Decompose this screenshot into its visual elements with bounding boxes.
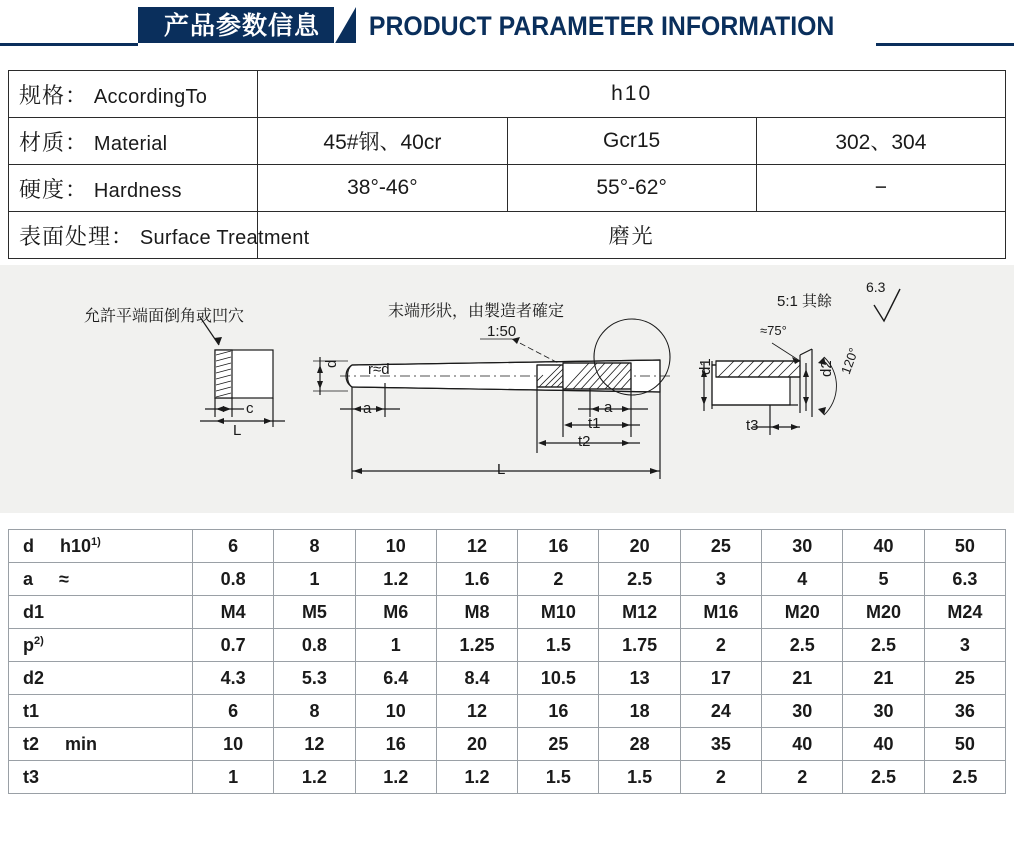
dim-cell: M10 <box>518 596 599 629</box>
dim-cell: 2.5 <box>599 563 680 596</box>
spec-value-0-0: h10 <box>258 71 1006 118</box>
dim-cell: 1 <box>193 761 274 794</box>
technical-drawing <box>0 265 1014 513</box>
dim-row-note-sup: 2) <box>34 634 44 647</box>
spec-label-en-2: Hardness <box>93 179 182 202</box>
annotation-t3: t3 <box>746 417 759 434</box>
dim-cell: 50 <box>924 728 1005 761</box>
annotation-a-right: a <box>604 399 613 416</box>
dim-cell: 1.2 <box>274 761 355 794</box>
header-title-group <box>138 7 876 45</box>
dim-row-name: a <box>23 568 34 589</box>
dim-cell: 35 <box>680 728 761 761</box>
dim-cell: 5.3 <box>274 662 355 695</box>
dim-cell: M24 <box>924 596 1005 629</box>
dim-cell: M16 <box>680 596 761 629</box>
dim-cell: 36 <box>924 695 1005 728</box>
dim-cell: 1.5 <box>518 761 599 794</box>
dim-row-note: h10 <box>60 535 92 556</box>
dim-cell: 10 <box>193 728 274 761</box>
dim-cell: 16 <box>518 695 599 728</box>
dim-cell: 8 <box>274 695 355 728</box>
table-row <box>9 662 1006 695</box>
dim-cell: 4 <box>762 563 843 596</box>
spec-value-2-0: 38°-46° <box>258 165 507 212</box>
header-title-en: PRODUCT PARAMETER INFORMATION <box>368 10 835 41</box>
dim-row-note: min <box>65 733 98 754</box>
dim-cell: 1 <box>355 629 436 662</box>
annotation-angle-120: 120° <box>838 345 862 377</box>
table-row <box>9 165 1006 212</box>
spec-row-label-3 <box>9 212 310 259</box>
annotation-d1: d1 <box>697 358 714 375</box>
annotation-a-left: a <box>363 400 372 417</box>
dim-cell: 2 <box>680 629 761 662</box>
spec-value-2-1: 55°-62° <box>507 165 756 212</box>
dim-cell: 8.4 <box>436 662 517 695</box>
dim-cell: 0.8 <box>274 629 355 662</box>
spec-label-cn-2: 硬度： <box>19 176 89 202</box>
dim-row-note: ≈ <box>59 568 69 589</box>
dim-cell: 20 <box>599 530 680 563</box>
dim-cell: M20 <box>843 596 924 629</box>
dim-row-header-t1 <box>9 695 193 728</box>
annotation-taper: 1:50 <box>487 323 517 340</box>
dim-cell: 40 <box>843 530 924 563</box>
spec-value-2-2: − <box>756 165 1005 212</box>
header-title-cn: 产品参数信息 <box>164 11 321 40</box>
dim-cell: 1.6 <box>436 563 517 596</box>
dim-cell: 30 <box>843 695 924 728</box>
annotation-L-main: L <box>497 461 506 478</box>
table-row <box>9 629 1006 662</box>
spec-value-3-0: 磨光 <box>258 212 1006 259</box>
dim-cell: 28 <box>599 728 680 761</box>
dim-cell: 1 <box>274 563 355 596</box>
dim-row-name: d2 <box>23 667 45 688</box>
dim-row-name: d1 <box>23 601 45 622</box>
dim-cell: M20 <box>762 596 843 629</box>
spec-table <box>8 70 1006 259</box>
dim-cell: M12 <box>599 596 680 629</box>
dim-row-header-t2 <box>9 728 193 761</box>
dim-cell: 5 <box>843 563 924 596</box>
table-row <box>9 761 1006 794</box>
dim-row-header-d2 <box>9 662 193 695</box>
dim-cell: 30 <box>762 695 843 728</box>
dim-cell: 1.75 <box>599 629 680 662</box>
dim-cell: 6 <box>193 530 274 563</box>
dim-cell: 12 <box>436 695 517 728</box>
dim-cell: 24 <box>680 695 761 728</box>
header-rule-gap <box>138 43 876 46</box>
dim-cell: 1.2 <box>436 761 517 794</box>
dim-row-header-d <box>9 530 193 563</box>
spec-row-label-0 <box>9 71 258 118</box>
dim-cell: 2.5 <box>924 761 1005 794</box>
dim-cell: 40 <box>843 728 924 761</box>
spec-label-cn-1: 材质： <box>19 129 89 155</box>
dim-cell: 10 <box>355 695 436 728</box>
dim-cell: 2.5 <box>843 761 924 794</box>
table-row <box>9 530 1006 563</box>
dim-cell: 6.3 <box>924 563 1005 596</box>
spec-table-container <box>0 52 1014 259</box>
dim-cell: 3 <box>680 563 761 596</box>
annotation-d: d <box>323 359 340 368</box>
table-row <box>9 563 1006 596</box>
dim-cell: 18 <box>599 695 680 728</box>
page-header <box>0 0 1014 52</box>
dim-cell: 6.4 <box>355 662 436 695</box>
annotation-angle-75: ≈75° <box>760 323 787 338</box>
dim-cell: 2 <box>680 761 761 794</box>
dim-row-name: d <box>23 535 34 556</box>
dim-cell: 1.5 <box>518 629 599 662</box>
spec-value-1-2: 302、304 <box>756 118 1005 165</box>
dim-row-name: p <box>23 634 34 655</box>
dim-row-note-sup: 1) <box>91 535 101 548</box>
dim-cell: 6 <box>193 695 274 728</box>
dim-cell: 2 <box>762 761 843 794</box>
dim-cell: M6 <box>355 596 436 629</box>
dim-cell: 2 <box>518 563 599 596</box>
spec-label-en-0: AccordingTo <box>93 85 208 108</box>
dim-cell: 50 <box>924 530 1005 563</box>
dim-row-name: t1 <box>23 700 40 721</box>
annotation-t1: t1 <box>588 415 601 432</box>
header-slash-icon <box>334 7 356 45</box>
dim-cell: 21 <box>843 662 924 695</box>
dim-cell: 25 <box>518 728 599 761</box>
dim-cell: 12 <box>274 728 355 761</box>
dim-cell: 0.8 <box>193 563 274 596</box>
dim-cell: 13 <box>599 662 680 695</box>
table-row <box>9 695 1006 728</box>
annotation-t2: t2 <box>578 433 591 450</box>
dim-row-header-p <box>9 629 193 662</box>
annotation-chamfer-note: 允許平端面倒角或凹穴 <box>84 308 245 325</box>
dim-row-name: t3 <box>23 766 40 787</box>
table-row <box>9 728 1006 761</box>
dim-cell: 16 <box>518 530 599 563</box>
dim-cell: M5 <box>274 596 355 629</box>
dim-cell: 1.2 <box>355 563 436 596</box>
dim-row-header-a <box>9 563 193 596</box>
spec-value-1-0: 45#钢、40cr <box>258 118 507 165</box>
annotation-roughness: 6.3 <box>866 279 886 295</box>
annotation-L-left: L <box>233 422 242 439</box>
table-row <box>9 71 1006 118</box>
annotation-d2: d2 <box>818 360 835 377</box>
dim-cell: M4 <box>193 596 274 629</box>
annotation-end-shape-note: 末端形狀，由製造者確定 <box>388 303 565 320</box>
spec-row-label-2 <box>9 165 258 212</box>
dimension-table <box>8 529 1006 794</box>
header-title-cn-badge <box>138 7 334 45</box>
annotation-scale-note: 5:1 其餘 <box>777 293 833 310</box>
dim-cell: 2.5 <box>843 629 924 662</box>
spec-label-en-3: Surface Treatment <box>139 226 310 249</box>
dim-row-header-t3 <box>9 761 193 794</box>
dim-cell: 1.5 <box>599 761 680 794</box>
dim-cell: 2.5 <box>762 629 843 662</box>
dimension-table-container <box>0 513 1014 794</box>
annotation-radius: r≈d <box>368 361 390 378</box>
table-row <box>9 596 1006 629</box>
spec-label-cn-3: 表面处理： <box>19 223 135 249</box>
dim-cell: 40 <box>762 728 843 761</box>
table-row <box>9 212 1006 259</box>
dim-cell: 1.2 <box>355 761 436 794</box>
dim-row-name: t2 <box>23 733 40 754</box>
dim-cell: 12 <box>436 530 517 563</box>
dim-row-header-d1 <box>9 596 193 629</box>
dim-cell: 8 <box>274 530 355 563</box>
dim-cell: 16 <box>355 728 436 761</box>
dim-cell: 21 <box>762 662 843 695</box>
dim-cell: 3 <box>924 629 1005 662</box>
spec-label-cn-0: 规格： <box>19 82 89 108</box>
dim-cell: 25 <box>924 662 1005 695</box>
spec-label-en-1: Material <box>93 132 168 155</box>
dim-cell: 4.3 <box>193 662 274 695</box>
dim-cell: 25 <box>680 530 761 563</box>
dim-cell: 10.5 <box>518 662 599 695</box>
dim-cell: M8 <box>436 596 517 629</box>
dim-cell: 10 <box>355 530 436 563</box>
dim-cell: 0.7 <box>193 629 274 662</box>
spec-row-label-1 <box>9 118 258 165</box>
annotation-c: c <box>246 400 254 417</box>
spec-value-1-1: Gcr15 <box>507 118 756 165</box>
dim-cell: 20 <box>436 728 517 761</box>
table-row <box>9 118 1006 165</box>
dim-cell: 17 <box>680 662 761 695</box>
dim-cell: 30 <box>762 530 843 563</box>
dim-cell: 1.25 <box>436 629 517 662</box>
